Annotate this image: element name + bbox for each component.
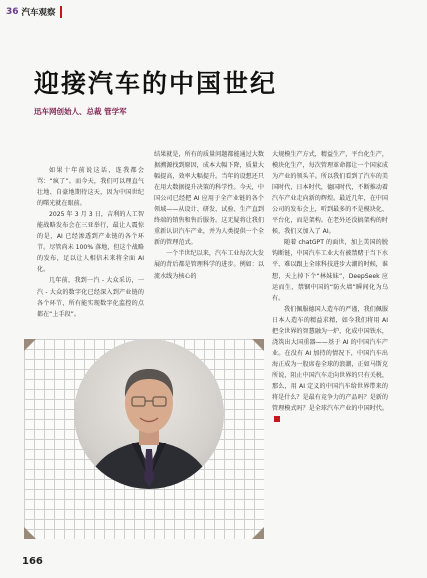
author-portrait bbox=[74, 339, 224, 489]
corner-decoration bbox=[252, 339, 264, 351]
paragraph: 几年前，我到一汽 - 大众采访，一汽 - 大众的数字化已经深入到产业链的各个环节，所有能实现数字化监控的点都在“上手段”。 bbox=[37, 277, 144, 318]
corner-decoration bbox=[24, 527, 36, 539]
issue-number: 36 bbox=[6, 7, 19, 17]
paragraph: 一个半世纪以来，汽车工业每次大发展的背后都是管理科学的进步。例如：以流水线为核心的 bbox=[154, 250, 264, 280]
author-photo-panel bbox=[24, 339, 264, 539]
page-number: 166 bbox=[22, 556, 43, 567]
text-column-2 bbox=[154, 149, 264, 282]
paragraph: 如果十年前说这话，连我都会骂：“疯了”。而今天，我们可以理直气壮地、自豪地期待这天，因为中国世纪的曙光就在眼前。 bbox=[37, 167, 144, 208]
paragraph: 2025 年 3 月 3 日，吉利的人工智能战略发布会在三亚举行，最让人震惊的是，AI 已经渗透到产业链的各个环节。尽管尚未 100% 落地，但这个战略的发布，足以让人相信未来将全面 AI 化。 bbox=[37, 211, 144, 274]
article-title: 迎接汽车的中国世纪 bbox=[34, 69, 278, 98]
paragraph bbox=[272, 304, 388, 426]
magazine-header bbox=[6, 6, 62, 18]
corner-decoration bbox=[252, 527, 264, 539]
paragraph-text: 我们佩服德国人造车的严谨，我们佩服日本人造车的精益求精，如今我们将用 AI 把全世界的智慧融为一炉，化成中国铁水，浇筑出大国重器——基于 AI 的中国汽车产业。在没有 AI 加持的情况下，中国汽车出海正成为一股席卷全球的浪潮，正如马斯克所说，阻止中国汽车走向世界的只有关税，那么，用 AI 定义的中国汽车给世界带来的将是什么？是最有竞争力的产品吗？是新的管理模式吗？是全球汽车产业的中国时代。 bbox=[272, 305, 388, 413]
section-name: 汽车观察 bbox=[22, 6, 62, 18]
corner-decoration bbox=[24, 339, 36, 351]
article-author: 迅车网创始人、总裁 管学军 bbox=[34, 107, 127, 116]
text-column-3 bbox=[272, 149, 388, 425]
article-end-mark bbox=[274, 416, 280, 422]
text-column-1 bbox=[37, 165, 144, 320]
paragraph: 大规模生产方式，精益生产，平台化生产，模块化生产，每次管理革命都让一个国家成为产业的领头羊。所以我们看到了汽车的美国时代，日本时代，德国时代，不断推动着汽车产业走向新的辉煌。最近几年，在中国公司的发布会上，听到最多的不是模块化、平台化，而是架构。在老外还没搞架构的时候，我们又加入了 AI。 bbox=[272, 151, 388, 236]
paragraph: 随着 chatGPT 的面世，加上美国的脱钩断链，中国汽车工业大有被禁赌于当下水平、难以跟上全球科技进步大潮的时候，谁想，天上掉下个“林妹妹”，DeepSeek 应运而生，禁锢中国的“防火墙”瞬间化为乌有。 bbox=[272, 239, 388, 302]
portrait-illustration bbox=[74, 339, 224, 489]
paragraph: 结果就是，所有的质量问题都能通过大数据溯源找到原因，成本大幅下降，质量大幅提高，效率大幅提升。当年的设想还只在用大数据提升决策的科学性。今天，中国公司已经把 AI 应用于全产业链的各个领域——从设计、研发、试验、生产直到终端的销售和售后服务。这无疑将让我们重新认识汽车产业，并为人类提供一个全新的管理范式。 bbox=[154, 151, 264, 247]
